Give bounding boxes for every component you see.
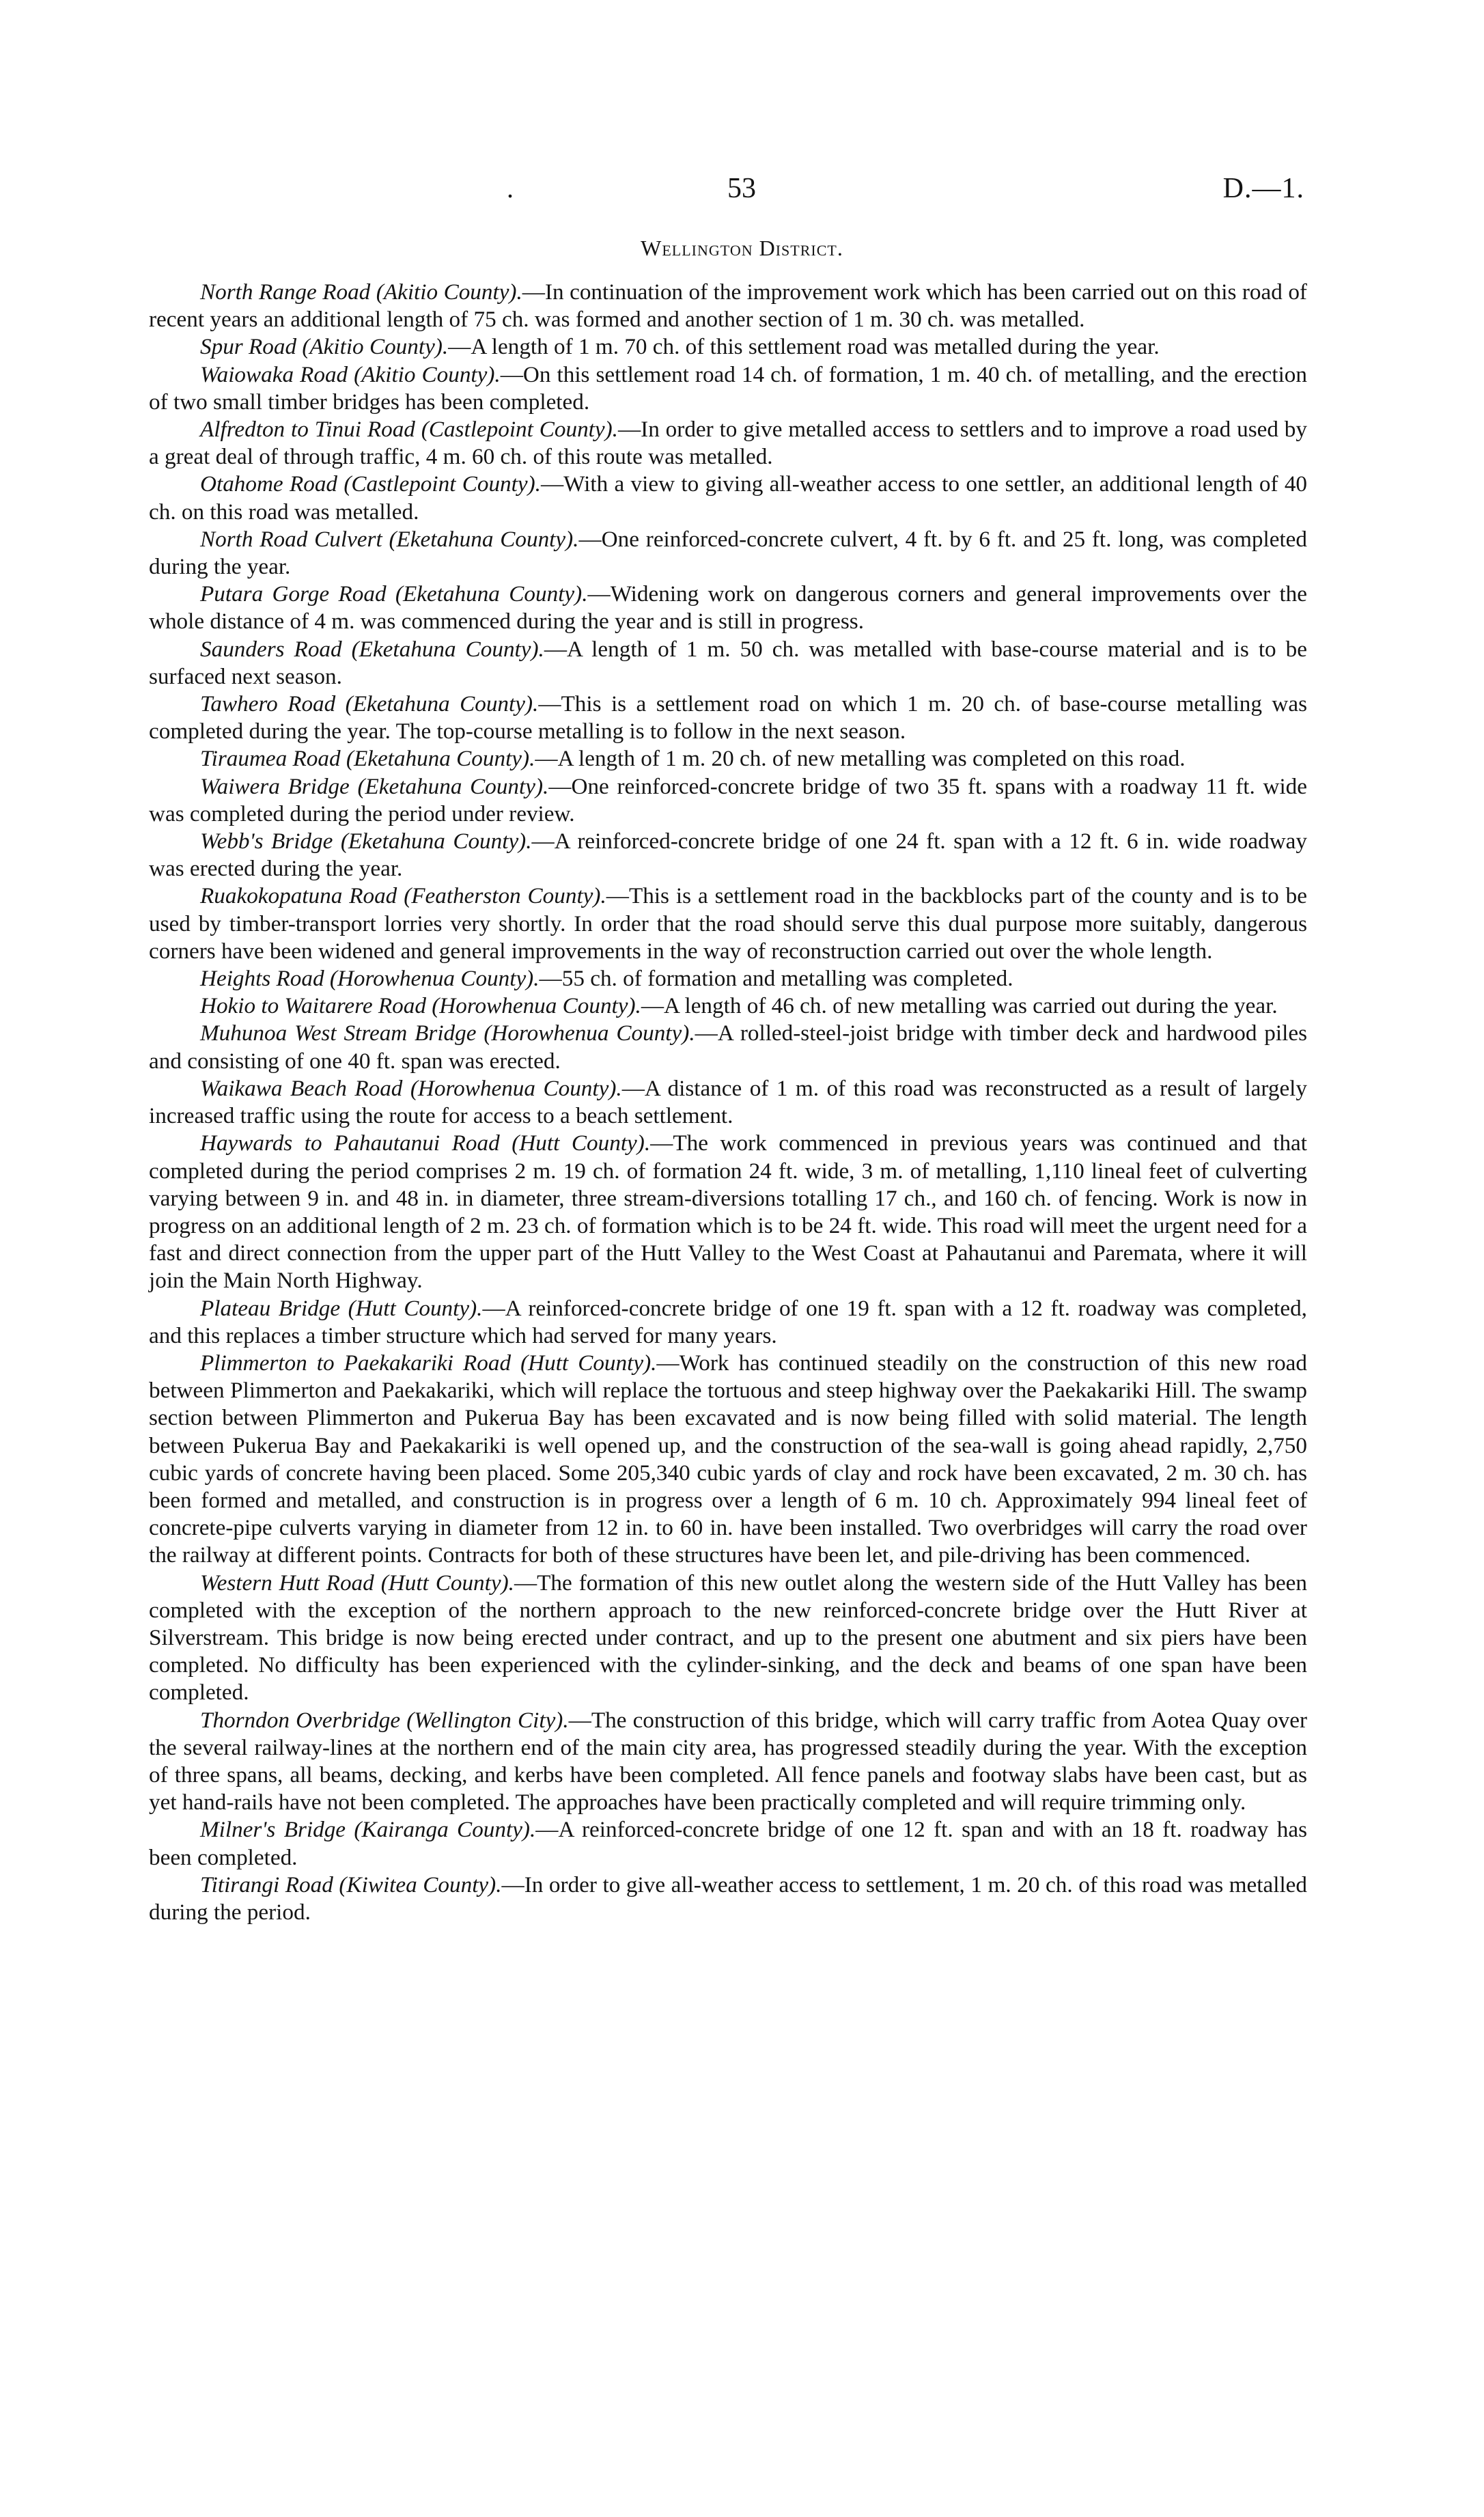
paragraph-text: —One reinforced-concrete bridge of two 35 ft. spans with a roadway 11 ft. wide was completed during the period under review. <box>149 773 1307 826</box>
paragraph-text: —Widening work on dangerous corners and general improvements over the whole distance of 4 m. was commenced during the year and is still in progress. <box>149 581 1307 635</box>
paragraph <box>149 333 1307 361</box>
paragraph <box>149 691 1307 745</box>
paragraph <box>149 1872 1307 1926</box>
paragraph-text: —A length of 1 m. 50 ch. was metalled with base-course material and is to be surfaced next season. <box>149 636 1307 689</box>
paragraph-title: Haywards to Pahautanui Road (Hutt County). <box>200 1130 651 1156</box>
paragraph-title: Alfredton to Tinui Road (Castlepoint County). <box>200 417 618 443</box>
paragraph-title: Webb's Bridge (Eketahuna County). <box>200 829 532 854</box>
paragraph <box>149 526 1307 581</box>
paragraph-title: Plimmerton to Paekakariki Road (Hutt County). <box>200 1350 657 1376</box>
paragraph-title: Saunders Road (Eketahuna County). <box>200 636 544 662</box>
paragraph-text: —55 ch. of formation and metalling was completed. <box>539 966 1013 992</box>
paragraph <box>149 1570 1307 1707</box>
paragraph <box>149 773 1307 828</box>
paragraph <box>149 992 1307 1020</box>
paragraph-text: —A reinforced-concrete bridge of one 24 ft. span with a 12 ft. 6 in. wide roadway was erected during the year. <box>149 829 1307 882</box>
paragraph-title: Tawhero Road (Eketahuna County). <box>200 691 539 717</box>
paragraph-text: —A rolled-steel-joist bridge with timber deck and hardwood piles and consisting of one 40 ft. span was erected. <box>149 1020 1307 1074</box>
paragraph <box>149 1350 1307 1570</box>
paragraph-text: —This is a settlement road in the backblocks part of the county and is to be used by timber-transport lorries very shortly. In order that the road should serve this dual purpose more suitably, dangerous corners have been widened and general improvements in the way of reconstruction carried out over the whole length. <box>149 883 1308 964</box>
paragraph-title: Waiowaka Road (Akitio County). <box>200 361 501 387</box>
paragraph <box>149 581 1307 635</box>
paragraph-title: Spur Road (Akitio County). <box>200 334 449 360</box>
paragraph-title: Milner's Bridge (Kairanga County). <box>200 1817 536 1843</box>
paragraph <box>149 1020 1307 1074</box>
paragraph-text: —A length of 1 m. 20 ch. of new metalling was completed on this road. <box>535 746 1186 772</box>
paragraph-title: Waiwera Bridge (Eketahuna County). <box>200 773 549 799</box>
paragraph-title: Putara Gorge Road (Eketahuna County). <box>200 581 588 607</box>
paragraph-text: —In order to give all-weather access to settlement, 1 m. 20 ch. of this road was metalled during the period. <box>149 1872 1307 1925</box>
paragraph-text: —In continuation of the improvement work which has been carried out on this road of recent years an additional length of 75 ch. was formed and another section of 1 m. 30 ch. was metalled. <box>149 279 1307 333</box>
paragraph <box>149 882 1307 965</box>
paragraph <box>149 1130 1307 1294</box>
paragraph-text: —One reinforced-concrete culvert, 4 ft. by 6 ft. and 25 ft. long, was completed during the year. <box>149 526 1307 580</box>
paragraph <box>149 1075 1307 1130</box>
paragraph-title: Heights Road (Horowhenua County). <box>200 966 540 992</box>
paragraph-title: Ruakokopatuna Road (Featherston County). <box>200 883 606 909</box>
paragraph <box>149 416 1307 471</box>
paragraph-title: Western Hutt Road (Hutt County). <box>200 1570 514 1596</box>
paragraph-text: —A distance of 1 m. of this road was reconstructed as a result of largely increased traffic using the route for access to a beach settlement. <box>149 1075 1307 1129</box>
paragraph-text: —The work commenced in previous years was continued and that completed during the period comprises 2 m. 19 ch. of formation 24 ft. wide, 3 m. of metalling, 1,110 lineal feet of culverting varying between 9 in. and 48 in. in diameter, three stream-diversions totalling 17 ch., and 160 ch. of fencing. Work is now in progress on an additional length of 2 m. 23 ch. of formation which is to be 24 ft. wide. This road will meet the urgent need for a fast and direct connection from the upper part of the Hutt Valley to the West Coast at Pahautanui and Paremata, where it will join the Main North Highway. <box>149 1130 1307 1294</box>
paragraph-title: North Range Road (Akitio County). <box>200 279 522 305</box>
paragraph-title: Thorndon Overbridge (Wellington City). <box>200 1707 569 1733</box>
paragraph-text: —A reinforced-concrete bridge of one 12 ft. span and with an 18 ft. roadway has been completed. <box>149 1817 1307 1870</box>
header-dot-mark: . <box>507 173 514 204</box>
paragraph <box>149 636 1307 691</box>
paragraph-title: Hokio to Waitarere Road (Horowhenua County). <box>200 993 641 1019</box>
paragraph-text: —A reinforced-concrete bridge of one 19 ft. span with a 12 ft. roadway was completed, and this replaces a timber structure which had served for many years. <box>149 1295 1307 1348</box>
paragraph-text: —The construction of this bridge, which will carry traffic from Aotea Quay over the several railway-lines at the northern end of the main city area, has progressed steadily during the year. With the exception of three spans, all beams, decking, and kerbs have been completed. All fence panels and footway slabs have been cast, but as yet hand-rails have not been completed. The approaches have been practically completed and will require trimming only. <box>149 1707 1307 1816</box>
document-reference: D.—1. <box>1222 173 1304 204</box>
paragraph-title: Waikawa Beach Road (Horowhenua County). <box>200 1075 622 1101</box>
paragraph-title: Titirangi Road (Kiwitea County). <box>200 1872 502 1897</box>
paragraph <box>149 279 1307 333</box>
paragraph-title: North Road Culvert (Eketahuna County). <box>200 526 579 552</box>
paragraph <box>149 828 1307 882</box>
paragraph-text: —Work has continued steadily on the construction of this new road between Plimmerton and Paekakariki, which will replace the tortuous and steep highway over the Paekakariki Hill. The swamp section between Plimmerton and Pukerua Bay has been excavated and is now being filled with solid material. The length between Pukerua Bay and Paekakariki is well opened up, and the construction of the sea-wall is going ahead rapidly, 2,750 cubic yards of concrete having been placed. Some 205,340 cubic yards of clay and rock have been excavated, 2 m. 30 ch. has been formed and metalled, and construction is in progress over a length of 6 m. 10 ch. Approximately 994 lineal feet of concrete-pipe culverts varying in diameter from 12 in. to 60 in. have been installed. Two overbridges will carry the road over the railway at different points. Contracts for both of these structures have been let, and pile-driving has been commenced. <box>149 1350 1307 1568</box>
paragraph-title: Tiraumea Road (Eketahuna County). <box>200 746 535 772</box>
paragraph-title: Plateau Bridge (Hutt County). <box>200 1295 483 1321</box>
paragraph-text: —A length of 46 ch. of new metalling was carried out during the year. <box>641 993 1278 1019</box>
district-heading: Wellington District. <box>641 236 843 260</box>
paragraph <box>149 471 1307 525</box>
page-number: 53 <box>727 173 756 204</box>
paragraph <box>149 361 1307 416</box>
paragraph <box>149 965 1307 992</box>
paragraph-text: —This is a settlement road on which 1 m. 20 ch. of base-course metalling was completed during the year. The top-course metalling is to follow in the next season. <box>149 691 1308 745</box>
paragraph-title: Muhunoa West Stream Bridge (Horowhenua County). <box>200 1020 695 1046</box>
paragraph-text: —The formation of this new outlet along the western side of the Hutt Valley has been completed with the exception of the northern approach to the new reinforced-concrete bridge over the Hutt River at Silverstream. This bridge is now being erected under contract, and up to the present one abutment and six piers have been completed. No difficulty has been experienced with the cylinder-sinking, and the deck and beams of one span have been completed. <box>149 1570 1307 1706</box>
paragraph <box>149 1295 1307 1350</box>
paragraph <box>149 1816 1307 1871</box>
paragraph-text: —With a view to giving all-weather access to one settler, an additional length of 40 ch. on this road was metalled. <box>149 471 1308 525</box>
paragraph-text: —On this settlement road 14 ch. of formation, 1 m. 40 ch. of metalling, and the erection of two small timber bridges has been completed. <box>149 361 1307 415</box>
paragraph <box>149 1707 1307 1817</box>
paragraph <box>149 745 1307 773</box>
paragraph-text: —In order to give metalled access to settlers and to improve a road used by a great deal of through traffic, 4 m. 60 ch. of this route was metalled. <box>149 417 1307 470</box>
paragraph-title: Otahome Road (Castlepoint County). <box>200 471 541 497</box>
paragraph-text: —A length of 1 m. 70 ch. of this settlement road was metalled during the year. <box>448 334 1160 360</box>
body-text <box>149 279 1307 1926</box>
